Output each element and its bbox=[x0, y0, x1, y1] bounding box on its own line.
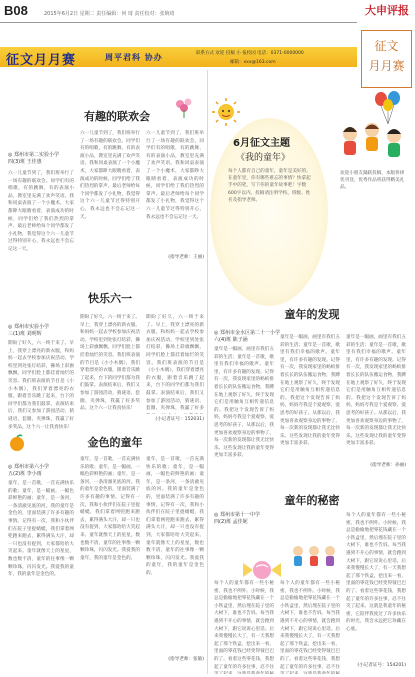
article-text-col3: 童年是一幅画，画里有我们五彩的生活；童年是一首歌，歌里有我们幸福的歌声。童年里，有许多有趣的发现。记得有一次，我发现家里的蚂蚁排着长长的队伍搬运食物，我蹲在地上观察了好久，终于发现它们是用触角互相传递信息的。我把这个发现告诉了妈妈，妈妈夸我是个爱观察、爱思考的好孩子。从那以后，我更加喜欢观察身边的事物了，每一次新的发现都让我无比快乐。这些发现让我的童年变得更加丰富多彩。 bbox=[346, 335, 406, 447]
byline-author: 四(3)班 王佳惠 bbox=[8, 159, 42, 165]
theme-subtitle: 《我的童年》 bbox=[236, 153, 291, 163]
article-byline bbox=[8, 152, 78, 166]
theme-text: 每个人都有自己的童年，童年是美好的。在童年里，你有哪些难忘的事情？快拿起手中的笔，写下你的童年故事吧！字数600字以内。投稿请注明学校、班级、姓名及指导老师。 bbox=[228, 169, 311, 203]
byline-author: 六(4)班 陈子涵 bbox=[214, 337, 248, 343]
article-text-col1: 童年，是一首歌，一首充满快乐的歌；童年，是一幅画，一幅色彩鲜艳的画；童年，是一条河，一条清澈见底的河。我的童年是金色的，里面装满了许多有趣的事情。记得有一次，我和小伙伴们在院子里捉蜻蜓，我们拿着网兜跑来跑去，累得满头大汗，却一只也没有捉到，大家都哈哈大笑起来。童年就像天上的星星，数也数不清，童年的往事像一颗颗珍珠，闪闪发光。我爱我的童年，我的童年是金色的。 bbox=[8, 481, 74, 578]
byline-school: ◎ 郑州市第二实验小学 bbox=[8, 152, 59, 158]
column-title-box bbox=[361, 30, 412, 88]
article-text-col3: 每个人的童年都有一些小秘密，我也不例外。小时候，我总是偷偷地把零花钱藏在一个小铁盒里，然后埋在院子里的大树下，谁也不告诉。每当我遇到不开心的事情，就会跑到大树下，跟它说说心里话。后来我慢慢长大了，有一天我想起了那个铁盒，挖出来一看，里面的零花钱已经变得皱巴巴的了。看着这些零花钱，我想起了童年的许多往事，忍不住笑了起来。这就是我童年的秘密，它陪伴我度过了许多快乐的时光，我会永远把它珍藏在心底。 bbox=[346, 513, 406, 632]
children-cartoon-icon bbox=[336, 120, 408, 210]
article-text-col1: 每个人的童年都有一些小秘密，我也不例外。小时候，我总是偷偷地把零花钱藏在一个小铁盒里，然后埋在院子里的大树下，谁也不告诉。每当我遇到不开心的事情，就会跑到大树下，跟它说说心里话。后来我慢慢长大了，有一天我想起了那个铁盒，挖出来一看，里面的零花钱已经变得皱巴巴的了。看着这些零花钱，我想起了童年的许多往事，忍不住 bbox=[214, 581, 274, 670]
byline-school: ◎ 郑州市实验小学 bbox=[8, 324, 49, 330]
article-text-col3: 六一儿童节到了，我们班举行了一场有趣的联欢会。同学们有的唱歌，有的跳舞，有的表演小品，教室里充满了欢声笑语。我和同桌表演了一个小魔术，大家都睁大眼睛看着，表演成功的时候，同学们给了我们热烈的掌声。最后老师给每个同学都发了小礼物，我觉得这个六一儿童节过得特别开心，我永远也不会忘记这一天。 bbox=[146, 131, 204, 220]
banner-info-email: 邮箱：xxx@163.com bbox=[230, 60, 276, 65]
article-title: 童年的发现 bbox=[284, 308, 340, 321]
page-number: B08 bbox=[4, 3, 28, 18]
article-title: 金色的童年 bbox=[87, 436, 143, 449]
article-text-col1: 期盼了好久，六一终于来了。早上，我穿上漂亮的新衣服，和妈妈一起去学校参加庆祝活动。学校里到处张灯结彩，操场上彩旗飘飘，同学们脸上都挂着灿烂的笑容。我们班表演的节目是《小小木偶》，我们穿着漂亮的衣服，跟着音乐跳了起来，台下的同学们都为我们鼓掌。表演结束后，我们又参加了游园活动，猜谜语、套圈、夹弹珠，我赢了好多奖品。这个六一让我真快乐！ bbox=[8, 341, 74, 430]
banner-title: 征文月月赛 bbox=[6, 53, 77, 68]
article-text-col2: 六一儿童节到了，我们班举行了一场有趣的联欢会。同学们有的唱歌，有的跳舞，有的表演小品，教室里充满了欢声笑语。我和同桌表演了一个小魔术，大家都睁大眼睛看着，表演成功的时候，同学们给了我们热烈的掌声。最后老师给每个同学都发了小礼物，我觉得这个六一儿童节过得特别开心，我永远也不会忘记这一天。 bbox=[80, 131, 140, 220]
article-text-col3: 期盼了好久，六一终于来了。早上，我穿上漂亮的新衣服，和妈妈一起去学校参加庆祝活动。学校里到处张灯结彩，操场上彩旗飘飘，同学们脸上都挂着灿烂的笑容。我们班表演的节目是《小小木偶》，我们穿着漂亮的衣服，跟着音乐跳了起来，台下的同学们都为我们鼓掌。表演结束后，我们又参加了游园活动，猜谜语、套圈、夹弹珠，我赢了好多 bbox=[146, 315, 204, 412]
article-text-col2: 童年是一幅画，画里有我们五彩的生活；童年是一首歌，歌里有我们幸福的歌声。童年里，有许多有趣的发现。记得有一次，我发现家里的蚂蚁排着长长的队伍搬运食物，我蹲在地上观察了好久，终于发现它们是用触角互相传递信息的。我把这个发现告诉了妈妈，妈妈夸我是个爱观察、爱思考的好孩子。从那以后，我更加喜欢观察身边的事物了，每一次新的发现都让我无比快乐。这些发现让我的童年变得更加丰富多彩。 bbox=[280, 335, 340, 447]
article-text-col2: 每个人的童年都有一些小秘密，我也不例外。小时候，我总是偷偷地把零花钱藏在一个小铁盒里，然后埋在院子里的大树下，谁也不告诉。每当我遇到不开心的事情，就会跑到大树下，跟它说说心里话。后来我慢慢长大了，有一天我想起了那个铁盒，挖出来一看，里面的零花钱已经变得皱巴巴的了。看着这些零花钱，我想起了童年的许多往事，忍不住 bbox=[280, 581, 340, 670]
article-signature: (指导老师：孙丽) bbox=[370, 463, 406, 468]
byline-school: ◎ 郑州市第六小学 bbox=[8, 464, 49, 470]
banner-editor: 周平君科 协办 bbox=[105, 53, 163, 62]
newspaper-logo: 大申评报 bbox=[365, 4, 409, 17]
article-title: 有趣的联欢会 bbox=[84, 110, 150, 123]
column-title-line1: 征文 bbox=[374, 39, 399, 53]
article-signature: (小记者证号：154201) bbox=[357, 663, 406, 668]
byline-author: 三(1)班 刘明辉 bbox=[8, 331, 42, 337]
article-signature: (指导老师：张敏) bbox=[168, 657, 204, 662]
header-rule bbox=[0, 22, 357, 23]
article-title: 快乐六一 bbox=[88, 292, 132, 305]
article-text-col1: 童年是一幅画，画里有我们五彩的生活；童年是一首歌，歌里有我们幸福的歌声。童年里，有许多有趣的发现。记得有一次，我发现家里的蚂蚁排着长长的队伍搬运食物，我蹲在地上观察了好久，终于发现它们是用触角互相传递信息的。我把这个发现告诉了妈妈，妈妈夸我是个爱观察、爱思考的好孩子。从那以后，我更加喜欢观察身边的事物了，每一次新的发现都让我无比快乐。这些发现让我的童年变得更加丰富多彩。 bbox=[214, 347, 274, 459]
article-signature: (指导老师：王丽) bbox=[168, 255, 204, 260]
article-signature: (小记者证号：152031) bbox=[155, 417, 204, 422]
article-text-col3: 童年，是一首歌，一首充满快乐的歌；童年，是一幅画，一幅色彩鲜艳的画；童年，是一条河，一条清澈见底的河。我的童年是金色的，里面装满了许多有趣的事情。记得有一次，我和小伙伴们在院子里捉蜻蜓，我们拿着网兜跑来跑去，累得满头大汗，却一只也没有捉到，大家都哈哈大笑起来。童年就像天上的星星，数也数不清，童年的往事像一颗颗珍珠，闪闪发光。我爱我的童年，我的童年是金色的。 bbox=[146, 457, 204, 576]
column-title-line2: 月月赛 bbox=[368, 59, 405, 73]
byline-author: 五(2)班 李小雨 bbox=[8, 471, 42, 477]
byline-school: ◎ 郑州市金水区第二十一小学 bbox=[214, 330, 280, 336]
playing-kids-icon bbox=[288, 543, 340, 569]
flower-icon bbox=[172, 96, 198, 118]
article-byline bbox=[8, 324, 78, 338]
article-byline bbox=[214, 512, 304, 526]
theme-title: 6月征文主题 bbox=[233, 138, 290, 149]
column-separator bbox=[207, 70, 208, 674]
side-note: 欢迎小朋友踊跃投稿，本版将择优刊登，优秀作品将获得精美礼品。 bbox=[340, 171, 405, 191]
article-title: 童年的秘密 bbox=[284, 494, 340, 507]
article-text-col2: 期盼了好久，六一终于来了。早上，我穿上漂亮的新衣服，和妈妈一起去学校参加庆祝活动。学校里到处张灯结彩，操场上彩旗飘飘，同学们脸上都挂着灿烂的笑容。我们班表演的节目是《小小木偶》，我们穿着漂亮的衣服，跟着音乐跳了起来，台下的同学们都为我们鼓掌。表演结束后，我们又参加了游园活动，猜谜语、套圈、夹弹珠，我赢了好多奖品。这个六一让我真快乐！ bbox=[80, 315, 140, 412]
article-byline bbox=[8, 464, 78, 478]
dateline: 2015年6月2日 星期二 责任编辑：何 琦 责任校对：张婉琦 bbox=[44, 11, 175, 17]
article-text-col1: 六一儿童节到了，我们班举行了一场有趣的联欢会。同学们有的唱歌，有的跳舞，有的表演小品，教室里充满了欢声笑语。我和同桌表演了一个小魔术，大家都睁大眼睛看着，表演成功的时候，同学们给了我们热烈的掌声。最后老师给每个同学都发了小礼物，我觉得这个六一儿童节过得特别开心，我永远也不会忘记这一天。 bbox=[8, 171, 74, 252]
byline-author: 四(2)班 孟佳妮 bbox=[214, 519, 248, 525]
banner-info: 联系方式 欢迎 投稿 小 报校园 电话：0371-0000000 bbox=[196, 51, 304, 56]
byline-school: ◎ 郑州市第十一中学 bbox=[214, 512, 260, 518]
orange-fruit-icon bbox=[8, 434, 26, 452]
article-text-col2: 童年，是一首歌，一首充满快乐的歌；童年，是一幅画，一幅色彩鲜艳的画；童年，是一条河，一条清澈见底的河。我的童年是金色的，里面装满了许多有趣的事情。记得有一次，我和小伙伴们在院子里捉蜻蜓，我们拿着网兜跑来跑去，累得满头大汗，却一只也没有捉到，大家都哈哈大笑起来。童年就像天上的星星，数也数不清，童年的往事像一颗颗珍珠，闪闪发光。我爱我的童年，我的童年是金色的。 bbox=[80, 457, 140, 561]
